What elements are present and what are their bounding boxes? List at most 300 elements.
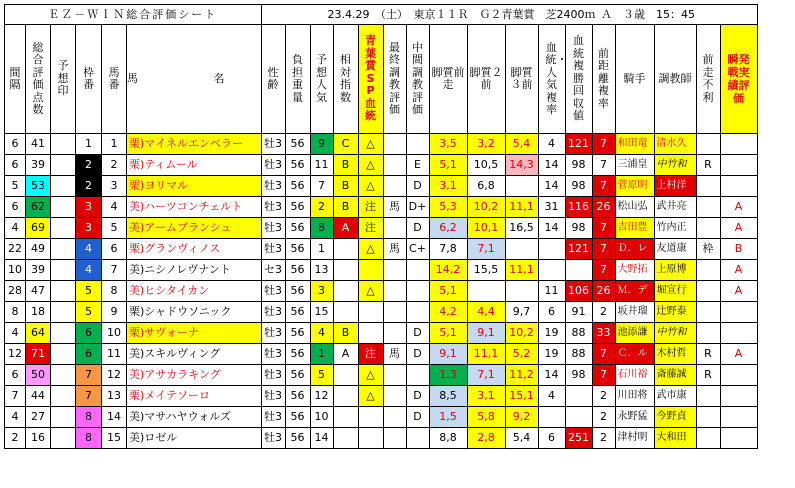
burst-eval-cell (720, 428, 757, 449)
trainer-cell: 木村哲 (654, 344, 696, 365)
prediction-mark-cell (51, 344, 76, 365)
bloodline-pop-cell: 19 (538, 323, 565, 344)
score-cell: 49 (26, 239, 51, 260)
jockey-cell: 和田竜 (615, 134, 654, 155)
header-prev-disadvantage: 前走不利 (696, 25, 720, 134)
frame-cell: 2 (76, 155, 102, 176)
frame-cell: 6 (76, 323, 102, 344)
prev-disadvantage-cell (696, 281, 720, 302)
leg-prev-cell: 3,5 (429, 134, 467, 155)
header-weight: 負担重量 (285, 25, 310, 134)
burst-eval-cell: A (720, 260, 757, 281)
sex-age-cell: 牡3 (261, 407, 285, 428)
evaluation-table (4, 4, 758, 449)
bloodline-sp-cell (358, 428, 383, 449)
bloodline-sp-cell: 注 (358, 344, 383, 365)
popularity-cell: 11 (310, 155, 333, 176)
burst-eval-cell: A (720, 197, 757, 218)
jockey-cell: 吉田豊 (615, 218, 654, 239)
leg-2-cell: 6,8 (467, 176, 505, 197)
relative-index-cell: A (333, 344, 358, 365)
jockey-cell: Ｍ．デ (615, 281, 654, 302)
horse-number-cell: 5 (102, 218, 127, 239)
horse-row (5, 365, 758, 386)
header-leg-3: 脚質３前 (505, 25, 538, 134)
bloodline-pop-cell (538, 260, 565, 281)
popularity-cell: 14 (310, 428, 333, 449)
mid-training-cell: D (406, 407, 429, 428)
score-cell: 27 (26, 407, 51, 428)
burst-eval-cell: A (720, 218, 757, 239)
interval-cell: 7 (5, 386, 26, 407)
trainer-cell: 竹内正 (654, 218, 696, 239)
prev-disadvantage-cell: R (696, 155, 720, 176)
interval-cell: 4 (5, 407, 26, 428)
horse-name-cell: 栗)サヴォーナ (127, 323, 262, 344)
horse-row (5, 197, 758, 218)
popularity-cell: 3 (310, 281, 333, 302)
burst-eval-cell (720, 365, 757, 386)
sex-age-cell: 牡3 (261, 155, 285, 176)
horse-name-cell: 美)ニシノレヴナント (127, 260, 262, 281)
bloodline-sp-cell (358, 407, 383, 428)
mid-training-cell: C+ (406, 239, 429, 260)
leg-3-cell: 14,3 (505, 155, 538, 176)
relative-index-cell (333, 302, 358, 323)
horse-row (5, 386, 758, 407)
jockey-cell: 石川裕 (615, 365, 654, 386)
bloodline-pop-cell (538, 407, 565, 428)
bloodline-recovery-cell: 116 (565, 197, 592, 218)
leg-prev-cell: 9,1 (429, 344, 467, 365)
final-training-cell (383, 260, 406, 281)
prev-disadvantage-cell (696, 134, 720, 155)
prediction-mark-cell (51, 197, 76, 218)
score-cell: 44 (26, 386, 51, 407)
sex-age-cell: 牡3 (261, 176, 285, 197)
weight-cell: 56 (285, 302, 310, 323)
burst-eval-cell (720, 386, 757, 407)
score-cell: 18 (26, 302, 51, 323)
burst-eval-cell: A (720, 344, 757, 365)
bloodline-sp-cell: △ (358, 386, 383, 407)
horse-row (5, 407, 758, 428)
header-total-score: 総合評価点数 (26, 25, 51, 134)
leg-prev-cell: 8,5 (429, 386, 467, 407)
horse-name-cell: 美)ヒシタイカン (127, 281, 262, 302)
interval-cell: 8 (5, 302, 26, 323)
prediction-mark-cell (51, 302, 76, 323)
trainer-cell: 清水久 (654, 134, 696, 155)
sex-age-cell: 牡3 (261, 344, 285, 365)
bloodline-pop-cell: 11 (538, 281, 565, 302)
horse-row (5, 134, 758, 155)
popularity-cell: 10 (310, 407, 333, 428)
weight-cell: 56 (285, 281, 310, 302)
leg-3-cell: 16,5 (505, 218, 538, 239)
prediction-mark-cell (51, 239, 76, 260)
horse-number-cell: 12 (102, 365, 127, 386)
bloodline-sp-cell (358, 302, 383, 323)
jockey-cell: 大野拓 (615, 260, 654, 281)
bloodline-pop-cell: 14 (538, 176, 565, 197)
mid-training-cell: D (406, 344, 429, 365)
score-cell: 47 (26, 281, 51, 302)
leg-2-cell: 10,2 (467, 197, 505, 218)
frame-cell: 3 (76, 197, 102, 218)
leg-prev-cell: 5,3 (429, 197, 467, 218)
prev-disadvantage-cell: R (696, 344, 720, 365)
horse-name-cell: 美)アサカラキング (127, 365, 262, 386)
horse-name-cell: 栗)グランヴィノス (127, 239, 262, 260)
horse-row (5, 176, 758, 197)
leg-3-cell: 5,4 (505, 428, 538, 449)
leg-prev-cell: 6,2 (429, 218, 467, 239)
relative-index-cell: B (333, 176, 358, 197)
prev-distance-cell: 7 (592, 218, 615, 239)
popularity-cell: 13 (310, 260, 333, 281)
leg-prev-cell: 8,8 (429, 428, 467, 449)
prev-distance-cell: 7 (592, 260, 615, 281)
bloodline-sp-cell (358, 260, 383, 281)
final-training-cell (383, 155, 406, 176)
weight-cell: 56 (285, 260, 310, 281)
leg-2-cell: 4,4 (467, 302, 505, 323)
horse-row (5, 155, 758, 176)
burst-eval-cell (720, 134, 757, 155)
popularity-cell: 4 (310, 323, 333, 344)
prev-disadvantage-cell (696, 323, 720, 344)
leg-prev-cell: 1,5 (429, 407, 467, 428)
bloodline-recovery-cell (565, 386, 592, 407)
leg-2-cell: 11,1 (467, 344, 505, 365)
header-horse-name: 馬 名 (127, 25, 262, 134)
bloodline-recovery-cell: 98 (565, 218, 592, 239)
header-leg-prev: 脚質前走 (429, 25, 467, 134)
bloodline-sp-cell: 注 (358, 197, 383, 218)
horse-name-cell: 美)ロゼル (127, 428, 262, 449)
prediction-mark-cell (51, 260, 76, 281)
popularity-cell: 5 (310, 365, 333, 386)
bloodline-recovery-cell: 88 (565, 344, 592, 365)
horse-name-cell: 栗)マイネルエンペラー (127, 134, 262, 155)
horse-number-cell: 11 (102, 344, 127, 365)
interval-cell: 28 (5, 281, 26, 302)
prev-disadvantage-cell (696, 302, 720, 323)
mid-training-cell: D (406, 386, 429, 407)
score-cell: 62 (26, 197, 51, 218)
prev-distance-cell: 7 (592, 344, 615, 365)
score-cell: 69 (26, 218, 51, 239)
horse-row (5, 302, 758, 323)
prediction-mark-cell (51, 218, 76, 239)
header-prev-distance: 前距離複率 (592, 25, 615, 134)
prev-distance-cell: 7 (592, 134, 615, 155)
bloodline-pop-cell: 4 (538, 134, 565, 155)
burst-eval-cell: B (720, 239, 757, 260)
prev-distance-cell: 33 (592, 323, 615, 344)
sex-age-cell: 牡3 (261, 386, 285, 407)
final-training-cell (383, 386, 406, 407)
relative-index-cell: B (333, 323, 358, 344)
prev-distance-cell: 26 (592, 281, 615, 302)
bloodline-recovery-cell: 98 (565, 155, 592, 176)
burst-eval-cell (720, 323, 757, 344)
bloodline-pop-cell: 14 (538, 155, 565, 176)
bloodline-recovery-cell: 106 (565, 281, 592, 302)
frame-cell: 7 (76, 365, 102, 386)
leg-3-cell: 11,1 (505, 260, 538, 281)
jockey-cell: 松山弘 (615, 197, 654, 218)
leg-3-cell: 11,1 (505, 197, 538, 218)
interval-cell: 6 (5, 155, 26, 176)
relative-index-cell: C (333, 134, 358, 155)
trainer-cell: 友道康 (654, 239, 696, 260)
mid-training-cell (406, 134, 429, 155)
popularity-cell: 1 (310, 239, 333, 260)
header-burst-eval: 瞬発戦実績評価 (720, 25, 757, 134)
horse-row (5, 323, 758, 344)
horse-row (5, 344, 758, 365)
interval-cell: 12 (5, 344, 26, 365)
jockey-cell: 菅原明 (615, 176, 654, 197)
horse-number-cell: 2 (102, 155, 127, 176)
weight-cell: 56 (285, 134, 310, 155)
leg-3-cell: 5,2 (505, 344, 538, 365)
leg-2-cell: 10,5 (467, 155, 505, 176)
prediction-mark-cell (51, 365, 76, 386)
leg-3-cell: 5,4 (505, 134, 538, 155)
header-final-training: 最終調教評価 (383, 25, 406, 134)
prediction-mark-cell (51, 134, 76, 155)
final-training-cell (383, 176, 406, 197)
bloodline-pop-cell: 14 (538, 218, 565, 239)
jockey-cell: 川田将 (615, 386, 654, 407)
mid-training-cell: D (406, 176, 429, 197)
leg-prev-cell: 5,1 (429, 155, 467, 176)
mid-training-cell (406, 428, 429, 449)
interval-cell: 22 (5, 239, 26, 260)
leg-3-cell: 10,2 (505, 323, 538, 344)
score-cell: 64 (26, 323, 51, 344)
horse-number-cell: 14 (102, 407, 127, 428)
prediction-mark-cell (51, 281, 76, 302)
trainer-cell: 斎藤誠 (654, 365, 696, 386)
header-leg-2: 脚質２前 (467, 25, 505, 134)
header-horse-number: 馬番 (102, 25, 127, 134)
final-training-cell (383, 218, 406, 239)
bloodline-sp-cell: △ (358, 176, 383, 197)
weight-cell: 56 (285, 428, 310, 449)
score-cell: 16 (26, 428, 51, 449)
leg-prev-cell: 3,1 (429, 176, 467, 197)
bloodline-sp-cell: △ (358, 134, 383, 155)
interval-cell: 5 (5, 176, 26, 197)
leg-prev-cell: 7,8 (429, 239, 467, 260)
leg-prev-cell: 14,2 (429, 260, 467, 281)
bloodline-sp-cell (358, 323, 383, 344)
header-interval: 間隔 (5, 25, 26, 134)
horse-row (5, 260, 758, 281)
sex-age-cell: 牡3 (261, 323, 285, 344)
prediction-mark-cell (51, 155, 76, 176)
frame-cell: 5 (76, 302, 102, 323)
popularity-cell: 1 (310, 344, 333, 365)
burst-eval-cell (720, 155, 757, 176)
score-cell: 50 (26, 365, 51, 386)
interval-cell: 10 (5, 260, 26, 281)
relative-index-cell (333, 260, 358, 281)
frame-cell: 8 (76, 428, 102, 449)
leg-2-cell: 2,8 (467, 428, 505, 449)
weight-cell: 56 (285, 323, 310, 344)
trainer-cell: 武井亮 (654, 197, 696, 218)
jockey-cell: 池添謙 (615, 323, 654, 344)
horse-rows (5, 134, 758, 449)
header-sex-age: 性齢 (261, 25, 285, 134)
horse-number-cell: 13 (102, 386, 127, 407)
bloodline-pop-cell: 19 (538, 344, 565, 365)
popularity-cell: 7 (310, 176, 333, 197)
horse-number-cell: 8 (102, 281, 127, 302)
horse-name-cell: 美)アームブランシュ (127, 218, 262, 239)
leg-3-cell (505, 176, 538, 197)
horse-name-cell: 栗)ティムール (127, 155, 262, 176)
trainer-cell: 上村洋 (654, 176, 696, 197)
prev-distance-cell: 7 (592, 176, 615, 197)
prev-disadvantage-cell (696, 176, 720, 197)
header-relative-index: 相対指数 (333, 25, 358, 134)
final-training-cell: 馬 (383, 344, 406, 365)
horse-number-cell: 3 (102, 176, 127, 197)
interval-cell: 6 (5, 197, 26, 218)
final-training-cell (383, 323, 406, 344)
prev-distance-cell: 2 (592, 302, 615, 323)
bloodline-recovery-cell (565, 407, 592, 428)
header-prediction: 予想印 (51, 25, 76, 134)
frame-cell: 5 (76, 281, 102, 302)
prev-disadvantage-cell (696, 428, 720, 449)
final-training-cell (383, 134, 406, 155)
bloodline-pop-cell: 4 (538, 386, 565, 407)
burst-eval-cell (720, 176, 757, 197)
header-row (5, 25, 758, 134)
frame-cell: 1 (76, 134, 102, 155)
leg-3-cell: 11,2 (505, 365, 538, 386)
burst-eval-cell: A (720, 281, 757, 302)
header-frame: 枠番 (76, 25, 102, 134)
frame-cell: 4 (76, 260, 102, 281)
weight-cell: 56 (285, 239, 310, 260)
final-training-cell: 馬 (383, 197, 406, 218)
leg-3-cell: 15,1 (505, 386, 538, 407)
jockey-cell: Ｃ．ル (615, 344, 654, 365)
relative-index-cell (333, 365, 358, 386)
prev-disadvantage-cell (696, 260, 720, 281)
bloodline-sp-cell: 注 (358, 218, 383, 239)
leg-3-cell: 9,7 (505, 302, 538, 323)
score-cell: 39 (26, 260, 51, 281)
leg-2-cell: 5,8 (467, 407, 505, 428)
bloodline-recovery-cell: 121 (565, 239, 592, 260)
frame-cell: 4 (76, 239, 102, 260)
horse-name-cell: 栗)メイテソーロ (127, 386, 262, 407)
relative-index-cell: A (333, 218, 358, 239)
sex-age-cell: 牡3 (261, 239, 285, 260)
relative-index-cell (333, 407, 358, 428)
burst-eval-cell (720, 407, 757, 428)
trainer-cell: 今野貞 (654, 407, 696, 428)
leg-prev-cell: 5,1 (429, 323, 467, 344)
bloodline-sp-cell: △ (358, 365, 383, 386)
trainer-cell: 堀宣行 (654, 281, 696, 302)
sex-age-cell: 牡3 (261, 428, 285, 449)
horse-row (5, 218, 758, 239)
sex-age-cell: 牡3 (261, 197, 285, 218)
leg-prev-cell: 5,1 (429, 281, 467, 302)
mid-training-cell (406, 260, 429, 281)
interval-cell: 4 (5, 323, 26, 344)
horse-number-cell: 15 (102, 428, 127, 449)
bloodline-sp-cell: △ (358, 281, 383, 302)
bloodline-recovery-cell: 251 (565, 428, 592, 449)
leg-2-cell: 10,1 (467, 218, 505, 239)
popularity-cell: 15 (310, 302, 333, 323)
leg-2-cell (467, 281, 505, 302)
final-training-cell (383, 428, 406, 449)
weight-cell: 56 (285, 197, 310, 218)
horse-name-cell: 美)スキルヴィング (127, 344, 262, 365)
weight-cell: 56 (285, 365, 310, 386)
header-jockey: 騎手 (615, 25, 654, 134)
sheet-title: ＥＺ－ＷＩＮ総合評価シート (5, 5, 262, 25)
mid-training-cell: D (406, 218, 429, 239)
horse-name-cell: 栗)シャドウソニック (127, 302, 262, 323)
sex-age-cell: 牡3 (261, 365, 285, 386)
horse-row (5, 239, 758, 260)
weight-cell: 56 (285, 386, 310, 407)
mid-training-cell (406, 281, 429, 302)
mid-training-cell: D (406, 323, 429, 344)
jockey-cell: 津村明 (615, 428, 654, 449)
prev-distance-cell: 7 (592, 365, 615, 386)
trainer-cell: 中竹和 (654, 155, 696, 176)
bloodline-pop-cell: 14 (538, 365, 565, 386)
leg-prev-cell: 4,2 (429, 302, 467, 323)
horse-name-cell: 美)マサハヤウォルズ (127, 407, 262, 428)
sex-age-cell: 牡3 (261, 302, 285, 323)
prev-disadvantage-cell (696, 218, 720, 239)
race-info: 23.4.29 （土） 東京１１Ｒ Ｇ２青葉賞 芝2400ｍ Ａ ３歳 15：45 (261, 5, 757, 25)
prev-distance-cell: 2 (592, 407, 615, 428)
leg-2-cell: 9,1 (467, 323, 505, 344)
interval-cell: 2 (5, 428, 26, 449)
prev-distance-cell: 2 (592, 428, 615, 449)
relative-index-cell (333, 428, 358, 449)
leg-2-cell: 3,1 (467, 386, 505, 407)
prev-distance-cell: 2 (592, 386, 615, 407)
prediction-mark-cell (51, 323, 76, 344)
bloodline-pop-cell: 6 (538, 302, 565, 323)
frame-cell: 6 (76, 344, 102, 365)
relative-index-cell: B (333, 197, 358, 218)
prev-disadvantage-cell (696, 197, 720, 218)
mid-training-cell (406, 302, 429, 323)
relative-index-cell (333, 239, 358, 260)
score-cell: 39 (26, 155, 51, 176)
frame-cell: 3 (76, 218, 102, 239)
header-bloodline-recovery: 血統複勝回収値 (565, 25, 592, 134)
